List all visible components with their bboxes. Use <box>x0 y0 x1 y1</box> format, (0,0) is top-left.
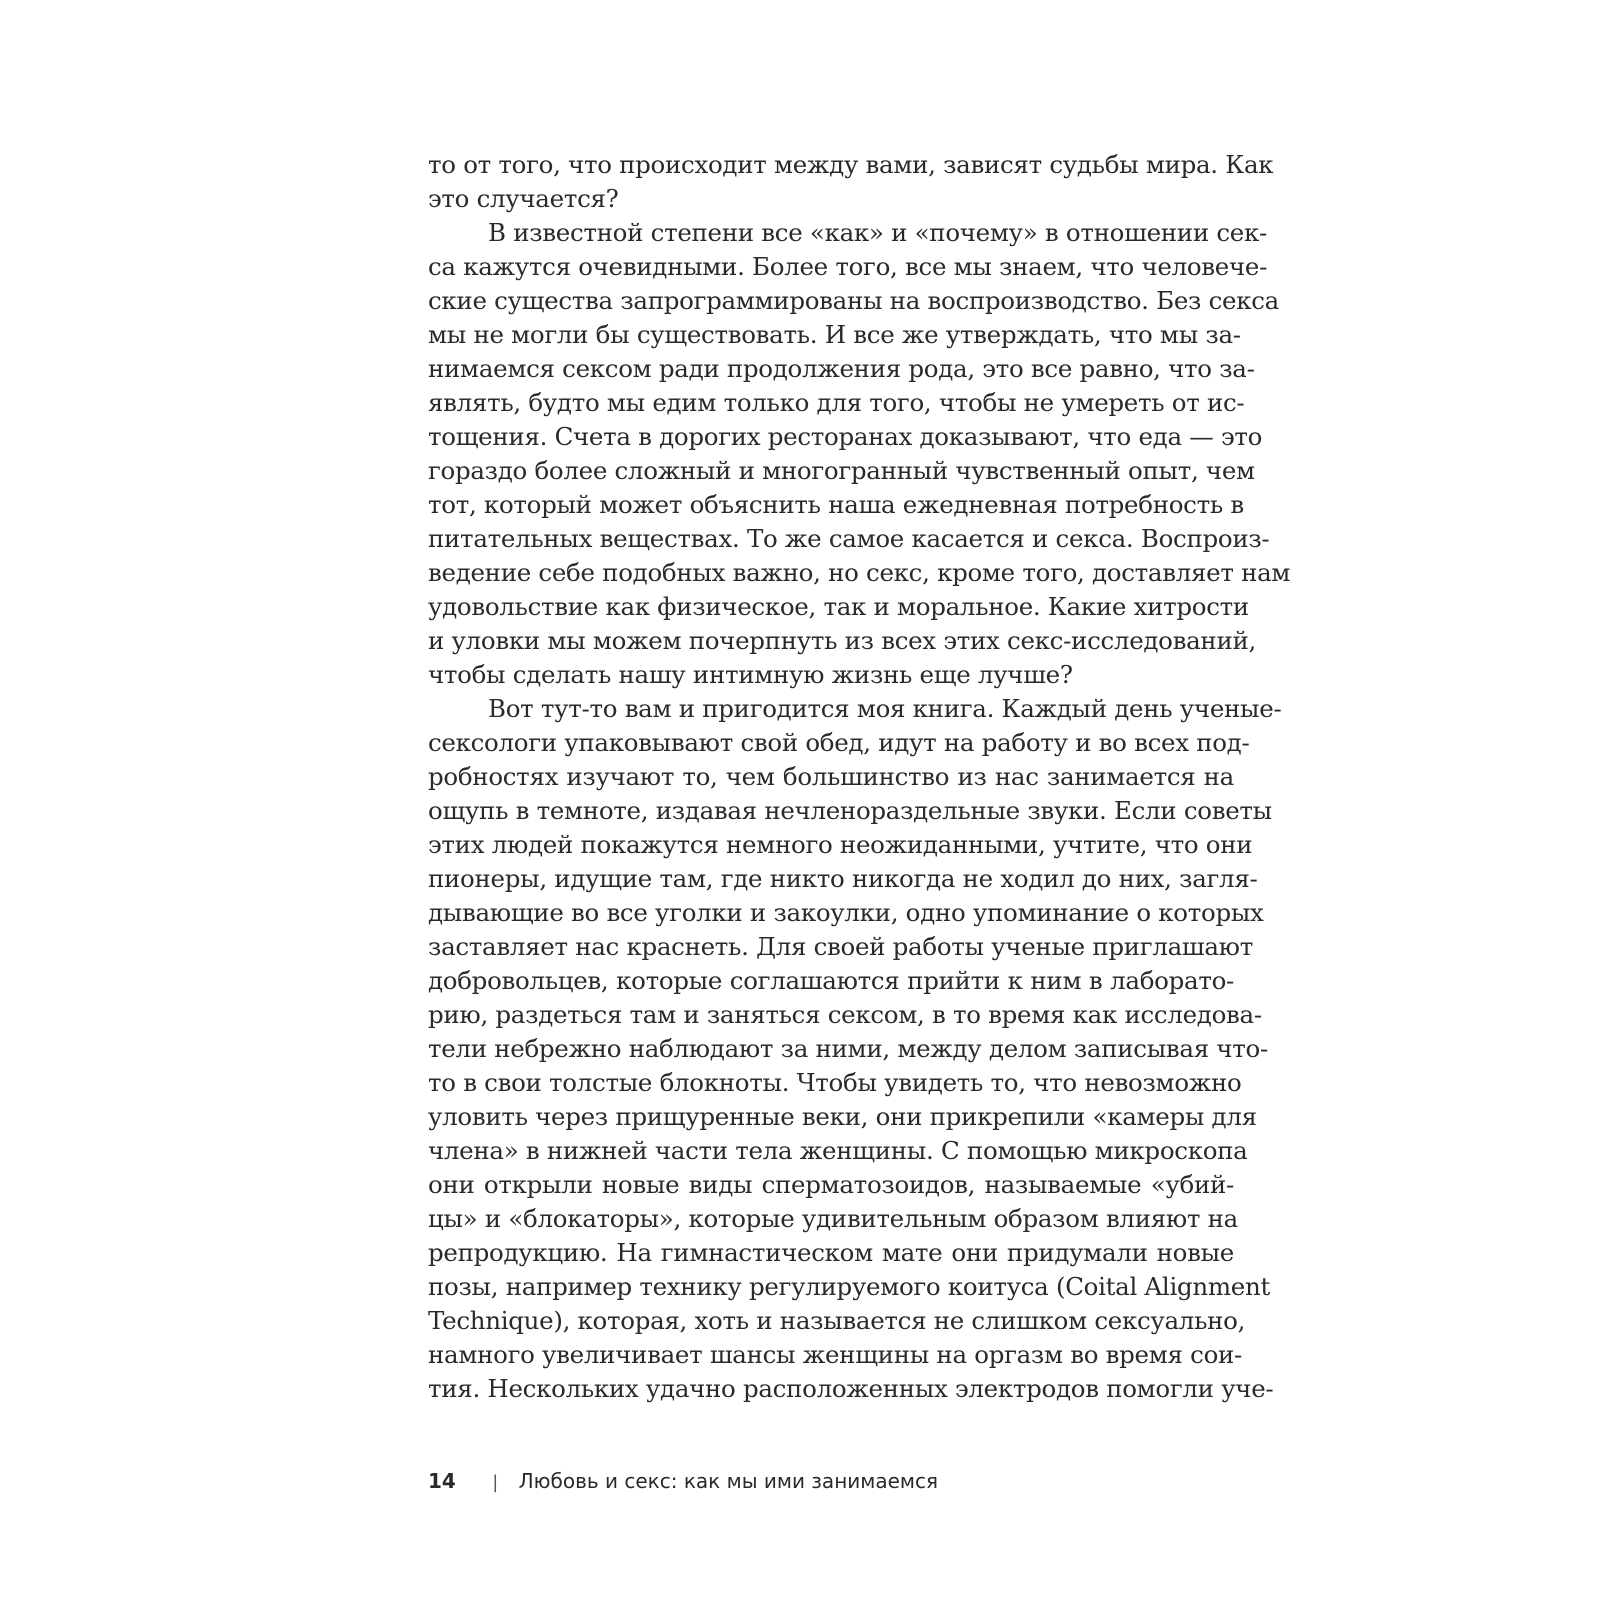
text-line: и уловки мы можем почерпнуть из всех этих секс-исследований, <box>428 626 1257 655</box>
text-line: намного увеличивает шансы женщины на оргазм во время сои- <box>428 1340 1243 1369</box>
text-line: позы, например технику регулируемого коитуса (Coital Alignment <box>428 1272 1270 1301</box>
text-line: репродукцию. На гимнастическом мате они придумали новые <box>428 1238 1234 1267</box>
text-line: уловить через прищуренные веки, они прикрепили «камеры для <box>428 1102 1257 1131</box>
footer-separator: | <box>492 1472 499 1493</box>
text-line: тели небрежно наблюдают за ними, между делом записывая что- <box>428 1034 1268 1063</box>
text-line: чтобы сделать нашу интимную жизнь еще лучше? <box>428 660 1073 689</box>
running-title: Любовь и секс: как мы ими занимаемся <box>518 1469 939 1493</box>
page-footer <box>428 1466 938 1496</box>
text-line: гораздо более сложный и многогранный чувственный опыт, чем <box>428 456 1255 485</box>
text-line: то от того, что происходит между вами, зависят судьбы мира. Как <box>428 150 1274 179</box>
text-line: тощения. Счета в дорогих ресторанах доказывают, что еда — это <box>428 422 1263 451</box>
text-line: рию, раздеться там и заняться сексом, в то время как исследова- <box>428 1000 1262 1029</box>
text-line: тот, который может объяснить наша ежедневная потребность в <box>428 490 1244 519</box>
text-line: Technique), которая, хоть и называется не слишком сексуально, <box>428 1306 1246 1335</box>
text-line: ощупь в темноте, издавая нечленораздельные звуки. Если советы <box>428 796 1272 825</box>
text-line: то в свои толстые блокноты. Чтобы увидеть то, что невозможно <box>428 1068 1242 1097</box>
page-number: 14 <box>428 1469 456 1493</box>
text-line: сексологи упаковывают свой обед, идут на работу и во всех под- <box>428 728 1250 757</box>
text-line: ские существа запрограммированы на воспроизводство. Без секса <box>428 286 1279 315</box>
text-line: В известной степени все «как» и «почему» в отношении сек- <box>488 218 1267 247</box>
body-text <box>428 148 1291 1406</box>
text-line: это случается? <box>428 184 619 213</box>
text-line: удовольствие как физическое, так и моральное. Какие хитрости <box>428 592 1249 621</box>
text-line: цы» и «блокаторы», которые удивительным образом влияют на <box>428 1204 1238 1233</box>
text-line: являть, будто мы едим только для того, чтобы не умереть от ис- <box>428 388 1245 417</box>
text-line: питательных веществах. То же самое касается и секса. Воспроиз- <box>428 524 1270 553</box>
text-line: Вот тут-то вам и пригодится моя книга. Каждый день ученые- <box>488 694 1282 723</box>
text-line: нимаемся сексом ради продолжения рода, это все равно, что за- <box>428 354 1255 383</box>
text-line: заставляет нас краснеть. Для своей работы ученые приглашают <box>428 932 1253 961</box>
text-line: тия. Нескольких удачно расположенных электродов помогли уче- <box>428 1374 1274 1403</box>
text-line: этих людей покажутся немного неожиданными, учтите, что они <box>428 830 1253 859</box>
text-line: они открыли новые виды сперматозоидов, называемые «убий- <box>428 1170 1234 1199</box>
text-line: дывающие во все уголки и закоулки, одно упоминание о которых <box>428 898 1264 927</box>
text-line: пионеры, идущие там, где никто никогда не ходил до них, загля- <box>428 864 1258 893</box>
text-line: ведение себе подобных важно, но секс, кроме того, доставляет нам <box>428 558 1291 587</box>
text-line: робностях изучают то, чем большинство из нас занимается на <box>428 762 1234 791</box>
text-line: члена» в нижней части тела женщины. С помощью микроскопа <box>428 1136 1248 1165</box>
text-line: мы не могли бы существовать. И все же утверждать, что мы за- <box>428 320 1241 349</box>
text-line: добровольцев, которые соглашаются прийти к ним в лаборато- <box>428 966 1234 995</box>
text-line: са кажутся очевидными. Более того, все мы знаем, что человече- <box>428 252 1268 281</box>
